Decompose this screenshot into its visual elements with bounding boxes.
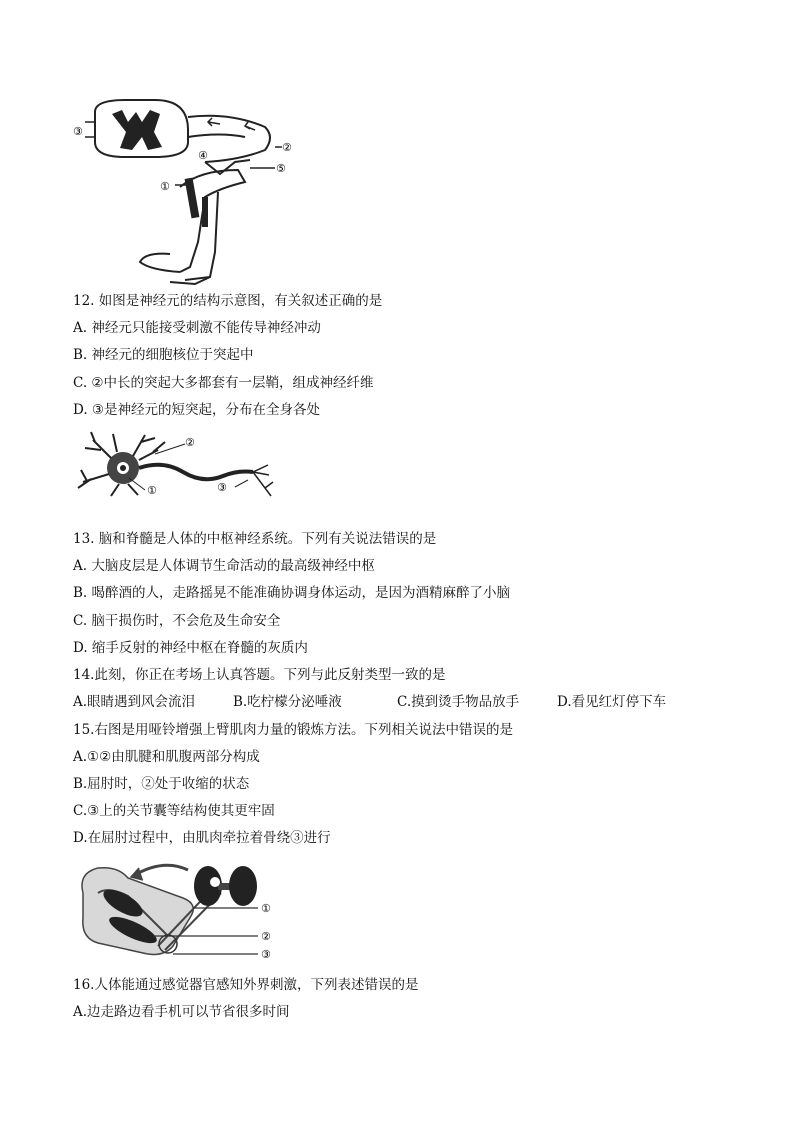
q14-option-b: B.吃柠檬分泌唾液 [233,694,342,710]
q15-option-c: C.③上的关节囊等结构使其更牢固 [73,803,275,819]
q12-option-c: C. ②中长的突起大多都套有一层鞘，组成神经纤维 [73,375,374,391]
neuron-figure [73,430,293,500]
q16-option-a: A.边走路边看手机可以节省很多时间 [73,1004,290,1020]
q14-option-c: C.摸到烫手物品放手 [397,694,520,710]
neuron-label-1: ① [147,484,157,497]
reflex-label-5: ⑤ [276,162,286,175]
q15-option-d: D.在屈肘过程中，由肌肉牵拉着骨绕③进行 [73,830,331,846]
reflex-label-3: ③ [73,125,83,138]
neuron-label-3: ③ [217,481,227,494]
q12-option-b: B. 神经元的细胞核位于突起中 [73,347,254,363]
reflex-label-2: ② [282,141,292,154]
q13-option-a: A. 大脑皮层是人体调节生命活动的最高级神经中枢 [73,558,375,574]
q13-option-d: D. 缩手反射的神经中枢在脊髓的灰质内 [73,640,308,656]
reflex-arc-figure [70,92,310,287]
reflex-figure-labels [73,125,292,193]
q15-option-a: A.①②由肌腱和肌腹两部分构成 [73,749,260,765]
q12-option-a: A. 神经元只能接受刺激不能传导神经冲动 [73,320,321,336]
q13-option-b: B. 喝醉酒的人，走路摇晃不能准确协调身体运动，是因为酒精麻醉了小脑 [73,585,511,601]
arm-label-3: ③ [261,948,271,961]
q14-stem: 14.此刻，你正在考场上认真答题。下列与此反射类型一致的是 [73,667,446,683]
q13-option-c: C. 脑干损伤时，不会危及生命安全 [73,613,281,629]
q14-option-a: A.眼睛遇到风会流泪 [73,694,196,710]
reflex-label-1: ① [160,180,170,193]
arm-label-2: ② [261,930,271,943]
reflex-label-4: ④ [198,149,208,162]
q16-stem: 16.人体能通过感觉器官感知外界刺激，下列表述错误的是 [73,977,419,993]
q14-option-d: D.看见红灯停下车 [557,694,667,710]
arm-dumbbell-figure [73,858,283,966]
arm-label-1: ① [261,902,271,915]
q12-option-d: D. ③是神经元的短突起，分布在全身各处 [73,402,321,418]
q12-stem: 12. 如图是神经元的结构示意图，有关叙述正确的是 [73,293,383,309]
neuron-label-2: ② [185,436,195,449]
q15-stem: 15.右图是用哑铃增强上臂肌肉力量的锻炼方法。下列相关说法中错误的是 [73,722,513,738]
q13-stem: 13. 脑和脊髓是人体的中枢神经系统。下列有关说法错误的是 [73,531,437,547]
q15-option-b: B.屈肘时，②处于收缩的状态 [73,776,250,792]
q14-options [73,693,713,711]
